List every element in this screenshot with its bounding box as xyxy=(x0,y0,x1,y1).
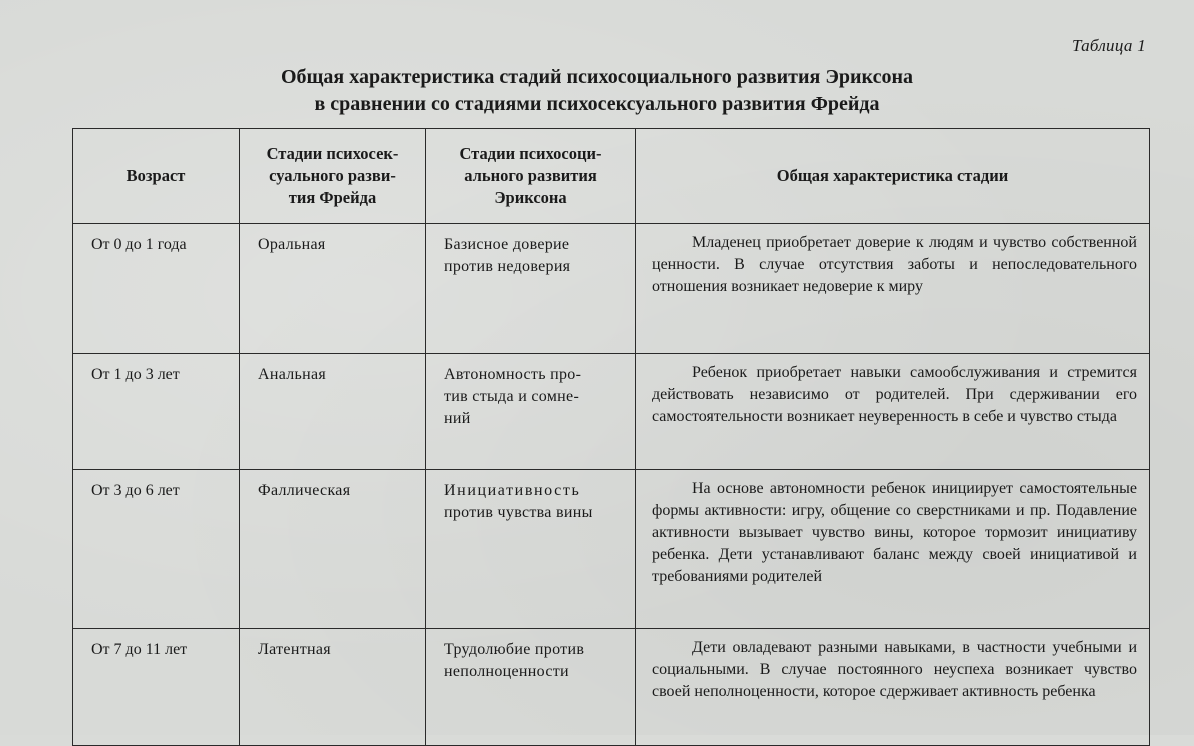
erikson-line: Инициативность xyxy=(444,482,581,499)
cell-age: От 0 до 1 года xyxy=(73,224,240,354)
header-freud-line: тия Фрейда xyxy=(288,188,377,207)
header-description: Общая характеристика стадии xyxy=(636,129,1150,224)
cell-age: От 1 до 3 лет xyxy=(73,354,240,470)
erikson-line: неполноценности xyxy=(444,663,569,680)
header-erikson-line: Эриксона xyxy=(494,188,567,207)
cell-age: От 3 до 6 лет xyxy=(73,470,240,629)
table-row xyxy=(73,224,1150,354)
cell-description: Дети овладевают разными навыками, в частности учебными и социальными. В случае постоянного неуспеха возникает чувство своей неполноценности, которое сдерживает активность ребенка xyxy=(636,629,1150,746)
cell-erikson-stage xyxy=(426,470,636,629)
cell-description: На основе автономности ребенок инициирует самостоятельные формы активности: игру, общение со сверстниками и пр. Подавление активности вызывает чувство вины, которое тормозит инициативу ребенка. Дети устанавливают баланс между своей инициативой и требованиями родителей xyxy=(636,470,1150,629)
header-freud-stages xyxy=(240,129,426,224)
table-row xyxy=(73,354,1150,470)
table-label: Таблица 1 xyxy=(1071,36,1146,55)
erikson-line: Трудолюбие против xyxy=(444,641,585,658)
table-header-row xyxy=(73,129,1150,224)
erikson-line: против недоверия xyxy=(444,258,571,275)
cell-freud-stage: Фаллическая xyxy=(240,470,426,629)
erikson-line: против чувства вины xyxy=(444,504,593,521)
header-erikson-line: ального развития xyxy=(464,166,597,185)
table-title xyxy=(0,64,1194,118)
header-erikson-line: Стадии психосоци- xyxy=(459,144,602,163)
header-freud-line: суального разви- xyxy=(269,166,396,185)
cell-freud-stage: Оральная xyxy=(240,224,426,354)
cell-erikson-stage xyxy=(426,354,636,470)
header-age: Возраст xyxy=(73,129,240,224)
header-freud-line: Стадии психосек- xyxy=(266,144,399,163)
erikson-line: Автономность про- xyxy=(444,366,582,383)
table-row xyxy=(73,470,1150,629)
cell-age: От 7 до 11 лет xyxy=(73,629,240,746)
cell-erikson-stage xyxy=(426,629,636,746)
erikson-line: ний xyxy=(444,410,471,427)
stages-table xyxy=(72,128,1150,746)
cell-description: Младенец приобретает доверие к людям и чувство собственной ценности. В случае отсутствия заботы и непоследовательного отношения возникает недоверие к миру xyxy=(636,224,1150,354)
cell-erikson-stage xyxy=(426,224,636,354)
table-title-line-1: Общая характеристика стадий психосоциального развития Эриксона xyxy=(280,66,913,88)
cell-freud-stage: Латентная xyxy=(240,629,426,746)
table-title-line-2: в сравнении со стадиями психосексуального развития Фрейда xyxy=(314,93,880,115)
table-row xyxy=(73,629,1150,746)
cell-description: Ребенок приобретает навыки самообслуживания и стремится действовать независимо от родителей. При сдерживании его самостоятельности возникает неуверенность в себе и чувство стыда xyxy=(636,354,1150,470)
cell-freud-stage: Анальная xyxy=(240,354,426,470)
erikson-line: тив стыда и сомне- xyxy=(444,388,580,405)
erikson-line: Базисное доверие xyxy=(444,236,570,253)
header-erikson-stages xyxy=(426,129,636,224)
